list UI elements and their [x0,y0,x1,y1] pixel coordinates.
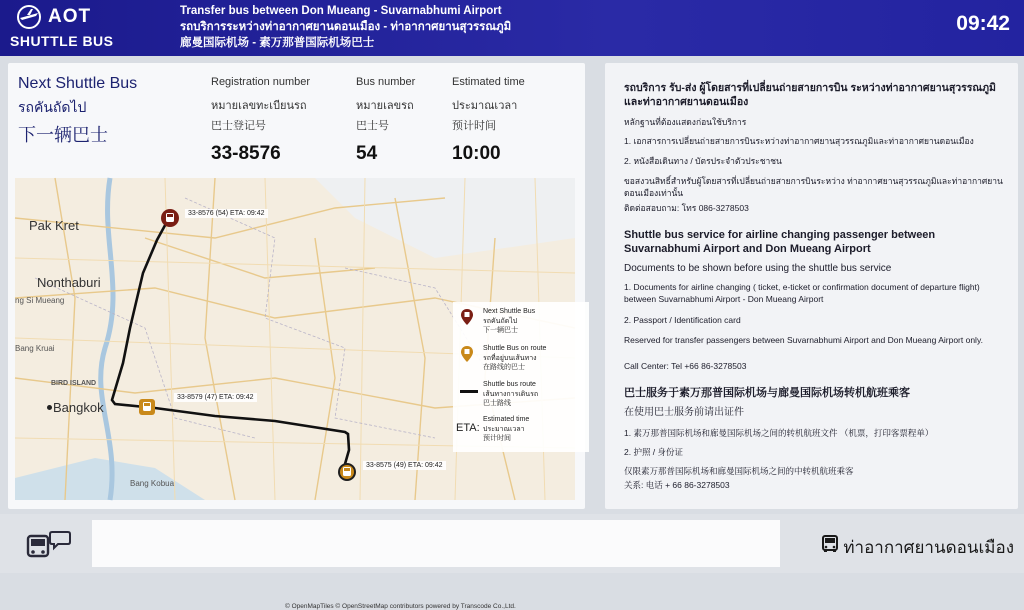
bangkok-dot [47,405,52,410]
legend-on-route-icon [460,345,474,368]
map-label-bang-kruai: Bang Kruai [15,344,55,353]
reg-label-th: หมายเลขทะเบียนรถ [211,100,307,112]
legend-eta-key: ETA: [456,422,480,434]
legend-route-line-icon [460,390,478,393]
info-item2-en: 2. Passport / Identification card [624,315,741,325]
info-contact-zh: 关系: 电话 + 66 86-3278503 [624,480,730,490]
info-contact-en: Call Center: Tel +66 86-3278503 [624,361,747,371]
legend-next-th: รถคันถัดไป [483,317,518,325]
next-bus-label-en: Next Shuttle Bus [18,75,138,92]
on-route-bus-marker-icon[interactable] [337,462,357,487]
next-bus-label-th: รถคันถัดไป [18,99,87,115]
info-item2-th: 2. หนังสือเดินทาง / บัตรประจำตัวประชาชน [624,156,782,166]
legend-onroute-zh: 在路线的巴士 [483,364,525,371]
info-note-zh: 仅限素万那普国际机场和廊曼国际机场之间的中转机航班乘客 [624,466,854,476]
next-bus-panel [8,63,585,610]
map-label-nonthaburi: Nonthaburi [37,275,101,290]
info-item2-zh: 2. 护照 / 身份证 [624,447,684,457]
reg-label-en: Registration number [211,76,311,88]
header-bar [0,0,1024,56]
map-label-pak-kret: Pak Kret [29,218,79,233]
map-label-bangkok: Bangkok [53,400,104,415]
header-title-zh: 廊曼国际机场 - 素万那普国际机场巴士 [180,37,375,49]
bus-label-next: 33-8576 (54) ETA: 09:42 [185,209,268,218]
legend-eta-th: ประมาณเวลา [483,425,525,433]
legend-onroute-en: Shuttle Bus on route [483,345,547,352]
bus-icon [821,535,839,558]
info-docs-th: หลักฐานที่ต้องแสดงก่อนใช้บริการ [624,117,747,127]
info-note-th: ขอสงวนสิทธิ์สำหรับผู้โดยสารที่เปลี่ยนถ่ายสายการบินระหว่าง ท่าอากาศยานสุวรรณภูมิและท่าอากาศยานดอนเมืองเท่านั้น [624,176,1003,198]
aot-emblem-icon [14,4,44,30]
eta-value: 10:00 [452,143,501,164]
info-title-en: Shuttle bus service for airline changing passenger between Suvarnabhumi Airport and Don Mueang Airport [624,229,936,255]
next-bus-marker-icon[interactable] [160,208,180,235]
reg-label-zh: 巴士登记号 [211,120,266,132]
aot-logo [10,4,124,52]
on-route-bus-marker-icon[interactable] [138,398,156,421]
reg-value: 33-8576 [211,143,281,164]
info-note-en: Reserved for transfer passengers between Suvarnabhumi Airport and Don Mueang Airport only. [624,335,983,345]
info-item1-en: 1. Documents for airline changing ( ticket, e-ticket or confirmation document of departure flight) between Suvarnabhumi Airport - Don Mueang Airport [624,282,980,304]
eta-label-en: Estimated time [452,76,525,88]
map-attribution: © OpenMapTiles © OpenStreetMap contributors powered by Transcode Co.,Ltd. [285,603,516,610]
logo-text: AOT [48,6,92,27]
eta-label-th: ประมาณเวลา [452,100,518,112]
next-bus-label-zh: 下一辆巴士 [18,125,108,145]
map-label-bang-kobua: Bang Kobua [130,479,175,488]
legend-route-th: เส้นทางการเดินรถ [483,390,539,398]
eta-label-zh: 预计时间 [452,120,496,132]
map-label-si-mueang: ng Si Mueang [15,296,65,305]
info-contact-th: ติดต่อสอบถาม: โทร 086-3278503 [624,203,749,213]
info-item1-zh: 1. 素万那普国际机场和廊曼国际机场之间的转机航班文件 （机票，打印客票程单） [624,428,934,438]
clock: 09:42 [956,12,1010,35]
legend-route-en: Shuttle bus route [483,381,536,388]
destination-text: ท่าอากาศยานดอนเมือง [843,538,1014,557]
busno-label-zh: 巴士号 [356,120,389,132]
legend-eta-en: Estimated time [483,416,530,423]
logo-subtitle: SHUTTLE BUS [10,33,114,49]
legend-eta-zh: 预计时间 [483,435,511,442]
info-title-zh: 巴士服务于素万那普国际机场与廊曼国际机场转机航班乘客 [624,387,910,399]
busno-label-en: Bus number [356,76,416,88]
map-label-bird-island: BIRD ISLAND [51,380,97,387]
bus-chat-icon [27,530,71,565]
info-docs-en: Documents to be shown before using the shuttle bus service [624,263,892,274]
footer-bar [0,514,1024,573]
legend-next-en: Next Shuttle Bus [483,308,536,315]
busno-value: 54 [356,143,378,164]
header-titles [180,3,511,51]
info-item1-th: 1. เอกสารการเปลี่ยนถ่ายสายการบินระหว่างท่าอากาศยานสุวรรณภูมิและท่าอากาศยานดอนเมือง [624,136,974,146]
legend-route-zh: 巴士路线 [483,400,511,407]
legend-onroute-th: รถที่อยู่บนเส้นทาง [483,354,537,362]
header-title-th: รถบริการระหว่างท่าอากาศยานดอนเมือง - ท่าอากาศยานสุวรรณภูมิ [180,21,512,33]
route-map[interactable] [15,178,575,610]
legend-next-bus-icon [460,308,474,331]
service-info-panel [605,63,1018,509]
destination-label [843,534,1014,561]
header-title-en: Transfer bus between Don Mueang - Suvarnabhumi Airport [180,5,502,17]
footer-message-area [92,520,780,567]
info-title-th: รถบริการ รับ-ส่ง ผู้โดยสารที่เปลี่ยนถ่ายสายการบิน ระหว่างท่าอากาศยานสุวรรณภูมิและท่าอากาศยานดอนเมือง [624,82,996,108]
busno-label-th: หมายเลขรถ [356,100,414,112]
bus-label-47: 33-8579 (47) ETA: 09:42 [174,393,257,402]
bus-label-49: 33-8575 (49) ETA: 09:42 [363,461,446,470]
legend-next-zh: 下一辆巴士 [483,327,518,334]
info-docs-zh: 在使用巴士服务前请出证件 [624,407,744,418]
